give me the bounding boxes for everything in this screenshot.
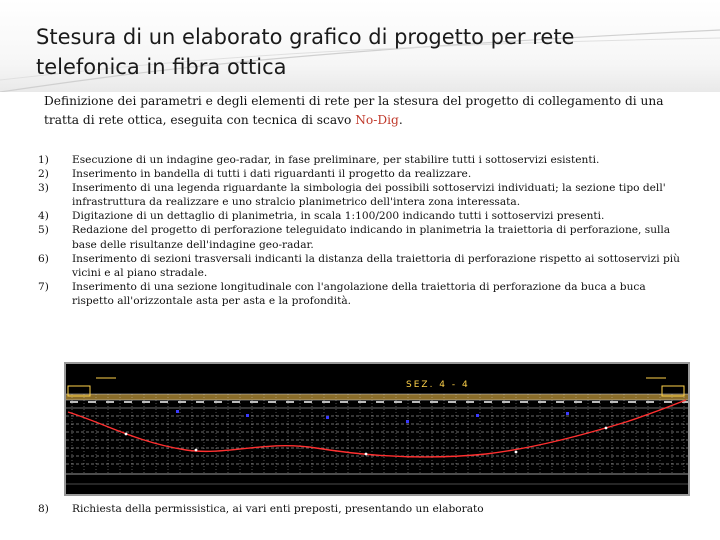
step-number: 4): [38, 210, 49, 223]
tick-label-mark: [340, 401, 348, 403]
tick-label-mark: [178, 401, 186, 403]
step-8: [38, 502, 688, 516]
step-text: Esecuzione di un indagine geo-radar, in fase preliminare, per stabilire tutti i sottoservizi esistenti.: [72, 154, 600, 166]
tick-label-mark: [502, 401, 510, 403]
tick-label-mark: [520, 401, 528, 403]
step-number: 8): [38, 503, 49, 515]
step-text: Inserimento di una legenda riguardante la simbologia dei possibili sottoservizi individuati; la sezione tipo dell' infrastruttura da realizzare e uno stralcio planimetrico dell'intera zona interessata.: [72, 182, 666, 209]
tick-label-mark: [142, 401, 150, 403]
underground-service-marker: [326, 416, 329, 419]
step-number: 1): [38, 154, 49, 166]
tick-label-mark: [214, 401, 222, 403]
intro-highlight: No-Dig: [355, 113, 399, 127]
step-number: 3): [38, 182, 49, 195]
step-text: Digitazione di un dettaglio di planimetria, in scala 1:100/200 indicando tutti i sottoservizi presenti.: [72, 210, 605, 223]
tick-label-mark: [394, 401, 402, 403]
tick-label-mark: [232, 401, 240, 403]
underground-service-marker: [566, 412, 569, 415]
tick-label-mark: [664, 401, 672, 403]
slide-title: Stesura di un elaborato grafico di progetto per rete telefonica in fibra ottica: [36, 25, 575, 79]
utility-point: [125, 433, 128, 436]
tick-label-mark: [610, 401, 618, 403]
step-number: 6): [38, 252, 49, 265]
list-item: [38, 252, 688, 280]
tick-label-mark: [322, 401, 330, 403]
list-item: [38, 167, 688, 181]
tick-label-mark: [160, 401, 168, 403]
step-text: Inserimento di una sezione longitudinale con l'angolazione della traiettoria di perforazione da buca a buca rispetto all'orizzontale asta per asta e la profondità.: [72, 280, 646, 307]
tick-label-mark: [448, 401, 456, 403]
tick-label-mark: [376, 401, 384, 403]
tick-label-mark: [250, 401, 258, 403]
step-text: Inserimento di sezioni trasversali indicanti la distanza della traiettoria di perforazione rispetto ai sottoservizi più vicini e al piano stradale.: [72, 252, 680, 279]
utility-point: [365, 453, 368, 456]
step-number: 5): [38, 224, 49, 237]
section-label: SEZ. 4 - 4: [406, 380, 470, 390]
tick-label-mark: [592, 401, 600, 403]
title-area: [0, 0, 720, 92]
step-text: Richiesta della permissistica, ai vari enti preposti, presentando un elaborato: [72, 503, 484, 515]
steps-list: [38, 153, 688, 308]
intro-end: .: [398, 113, 403, 127]
tick-label-mark: [538, 401, 546, 403]
tick-label-mark: [196, 401, 204, 403]
tick-label-mark: [286, 401, 294, 403]
tick-label-mark: [466, 401, 474, 403]
tick-label-mark: [106, 401, 114, 403]
list-item: [38, 153, 688, 167]
tick-label-mark: [628, 401, 636, 403]
intro-text: Definizione dei parametri e degli elementi di rete per la stesura del progetto di collegamento di una tratta di rete ottica, eseguita con tecnica di scavo: [44, 94, 664, 127]
utility-point: [515, 451, 518, 454]
tick-label-mark: [574, 401, 582, 403]
intro-paragraph: [44, 92, 684, 130]
tick-label-mark: [268, 401, 276, 403]
tick-label-mark: [412, 401, 420, 403]
tick-label-mark: [70, 401, 78, 403]
tick-label-mark: [484, 401, 492, 403]
list-item: [38, 280, 688, 308]
longitudinal-section-drawing: [64, 362, 690, 496]
tick-label-mark: [358, 401, 366, 403]
tick-label-mark: [88, 401, 96, 403]
step-number: 2): [38, 168, 49, 181]
tick-label-mark: [556, 401, 564, 403]
underground-service-marker: [176, 410, 179, 413]
step-number: 7): [38, 280, 49, 293]
section-drawing-svg: [66, 364, 688, 494]
list-item: [38, 209, 688, 223]
utility-point: [195, 449, 198, 452]
tick-label-mark: [304, 401, 312, 403]
drilling-trajectory: [68, 400, 686, 457]
underground-service-marker: [406, 420, 409, 423]
road-surface: [66, 394, 688, 400]
underground-service-marker: [246, 414, 249, 417]
utility-point: [605, 427, 608, 430]
step-text: Inserimento in bandella di tutti i dati riguardanti il progetto da realizzare.: [72, 168, 472, 181]
tick-label-mark: [430, 401, 438, 403]
step-text: Redazione del progetto di perforazione teleguidato indicando in planimetria la traiettoria di perforazione, sulla base delle risultanze dell'indagine geo-radar.: [72, 224, 671, 251]
list-item: [38, 181, 688, 209]
tick-label-mark: [646, 401, 654, 403]
list-item: [38, 223, 688, 251]
tick-label-mark: [124, 401, 132, 403]
underground-service-marker: [476, 414, 479, 417]
